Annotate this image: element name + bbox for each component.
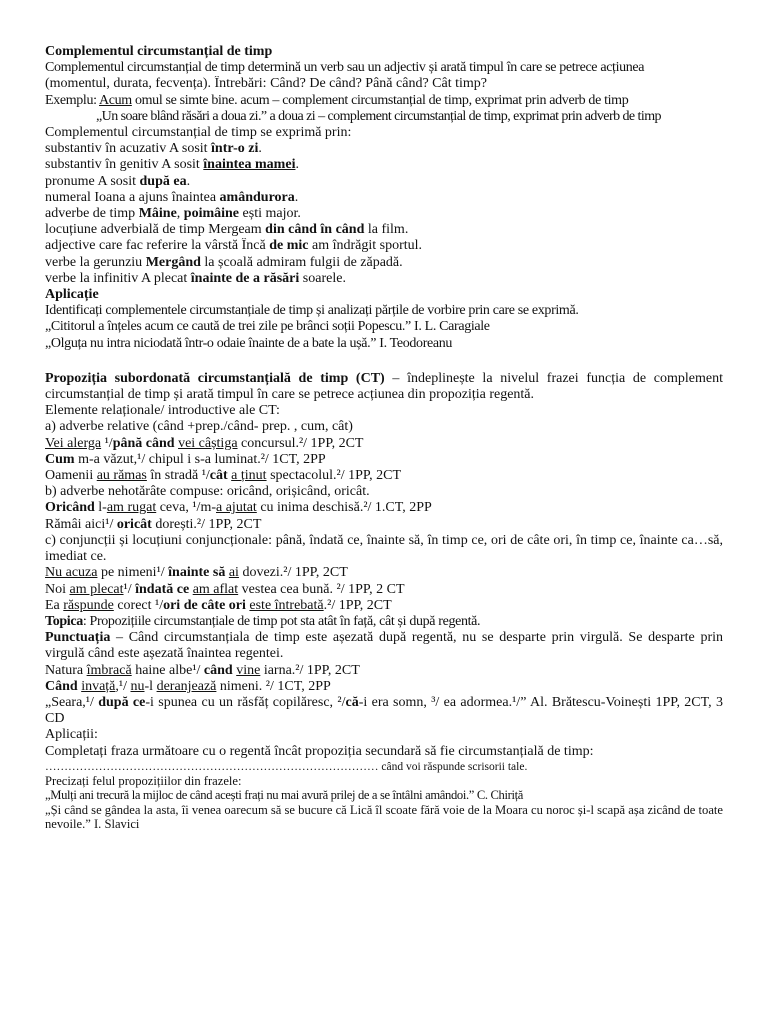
example-p3: „Seara,¹/ după ce-i spunea cu un răsfăț copilăresc, ²/că-i era somn, ³/ ea adormea.¹/” Al. Brătescu-Voinești 1PP, 2CT, 3 CD	[45, 694, 723, 727]
expr-row: substantiv în acuzativ A sosit într-o zi.	[45, 141, 262, 157]
section-title-complement: Complementul circumstanțial de timp	[45, 44, 273, 59]
applications-task: Completați fraza următoare cu o regentă încât propoziția secundară să fie circumstanțială de timp:	[45, 743, 594, 759]
elements-intro: Elemente relaționale/ introductive ale CT:	[45, 403, 280, 419]
example-p1: Natura îmbracă haine albe¹/ când vine iarna.²/ 1PP, 2CT	[45, 662, 360, 678]
document-page	[45, 44, 723, 832]
example-p2: Când invață,¹/ nu-l deranjează nimeni. ²/ 1CT, 2PP	[45, 678, 331, 694]
expr-row: numeral Ioana a ajuns înaintea amândurora.	[45, 189, 299, 205]
applications-quote-1: „Mulți ani trecură la mijloc de când acești frați nu mai avură prilej de a se întâlni amândoi.” C. Chiriță	[45, 788, 524, 803]
applications-task-2: Precizați felul propozițiilor din frazele:	[45, 773, 242, 788]
fill-in-line: …………………………………………………………………………… când voi răspunde scrisorii tale.	[45, 760, 528, 773]
expr-row: adjective care fac referire la vârstă Încă de mic am îndrăgit sportul.	[45, 238, 423, 254]
punctuation-note: Punctuația – Când circumstanțiala de timp este așezată după regentă, nu se desparte prin virgulă. Se desparte prin virgulă când este așezată înaintea regentei.	[45, 630, 723, 662]
topica-note: Topica: Propozițiile circumstanțiale de timp pot sta atât în față, cât și după regentă.	[45, 613, 481, 629]
application-quote-2: „Olguța nu intra niciodată într-o odaie înainte de a bate la ușă.” I. Teodoreanu	[45, 335, 453, 351]
example-c1: Nu acuza pe nimeni¹/ înainte să ai dovezi.²/ 1PP, 2CT	[45, 565, 348, 581]
applications-title: Aplicații:	[45, 727, 98, 743]
expr-row: verbe la infinitiv A plecat înainte de a răsări soarele.	[45, 270, 346, 286]
point-c: c) conjuncții și locuțiuni conjuncționale: până, îndată ce, înainte să, în timp ce, ori de câte ori, în timp ce, înainte ca…să, imediat ce.	[45, 532, 723, 565]
expr-row: adverbe de timp Mâine, poimâine ești major.	[45, 206, 301, 222]
expr-row: verbe la gerunziu Mergând la școală admiram fulgii de zăpadă.	[45, 254, 403, 270]
example-b2: Rămâi aici¹/ oricât dorești.²/ 1PP, 2CT	[45, 516, 262, 532]
example-a1: Vei alerga ¹/până când vei câștiga concursul.²/ 1PP, 2CT	[45, 435, 364, 451]
example-b1: Oricând l-am rugat ceva, ¹/m-a ajutat cu inima deschisă.²/ 1.CT, 2PP	[45, 500, 432, 516]
application-quote-1: „Cititorul a înțeles acum ce caută de trei zile pe brânci soții Popescu.” I. L. Caragiale	[45, 319, 490, 335]
point-b: b) adverbe nehotărâte compuse: oricând, orișicând, oricât.	[45, 484, 370, 500]
applications-quote-2: „Și când se gândea la asta, îi venea oarecum să se bucure că Lică îl scoate fără voie de la Moara cu noroc și-l scapă așa zicând de toate nevoile.” I. Slavici	[45, 802, 723, 832]
example-a2: Cum m-a văzut,¹/ chipul i s-a luminat.²/ 1CT, 2PP	[45, 451, 326, 467]
section-title-subordinate: Propoziția subordonată circumstanțială de timp (CT) – îndeplinește la nivelul frazei funcția de complement circumstanțial de timp și arată timpul în care se petrece acțiunea din propoziția regentă.	[45, 370, 724, 403]
expression-intro: Complementul circumstanțial de timp se exprimă prin:	[45, 125, 352, 141]
expr-row: pronume A sosit după ea.	[45, 173, 191, 189]
definition-line-2: (momentul, durata, fecvența). Întrebări: Când? De când? Până când? Cât timp?	[45, 76, 487, 92]
example-a3: Oamenii au rămas în stradă ¹/cât a ținut spectacolul.²/ 1PP, 2CT	[45, 468, 402, 484]
application-task: Identificați complementele circumstanțiale de timp și analizați părțile de vorbire prin care se exprimă.	[45, 303, 579, 319]
example-c3: Ea răspunde corect ¹/ori de câte ori este întrebată.²/ 1PP, 2CT	[45, 597, 392, 613]
example-1: Exemplu: Acum omul se simte bine. acum – complement circumstanțial de timp, exprimat prin adverb de timp	[45, 92, 629, 108]
definition-line-1: Complementul circumstanțial de timp determină un verb sau un adjectiv și arată timpul în care se petrece acțiunea	[45, 60, 645, 76]
example-c2: Noi am plecat¹/ îndată ce am aflat vestea cea bună. ²/ 1PP, 2 CT	[45, 581, 405, 597]
point-a: a) adverbe relative (când +prep./când- prep. , cum, cât)	[45, 419, 353, 435]
expr-row: substantiv în genitiv A sosit înaintea mamei.	[45, 157, 299, 173]
example-2: „Un soare blând răsări a doua zi.” a doua zi – complement circumstanțial de timp, exprimat prin adverb de timp	[96, 108, 662, 124]
application-title: Aplicație	[45, 287, 99, 303]
expr-row: locuțiune adverbială de timp Mergeam din când în când la film.	[45, 222, 409, 238]
